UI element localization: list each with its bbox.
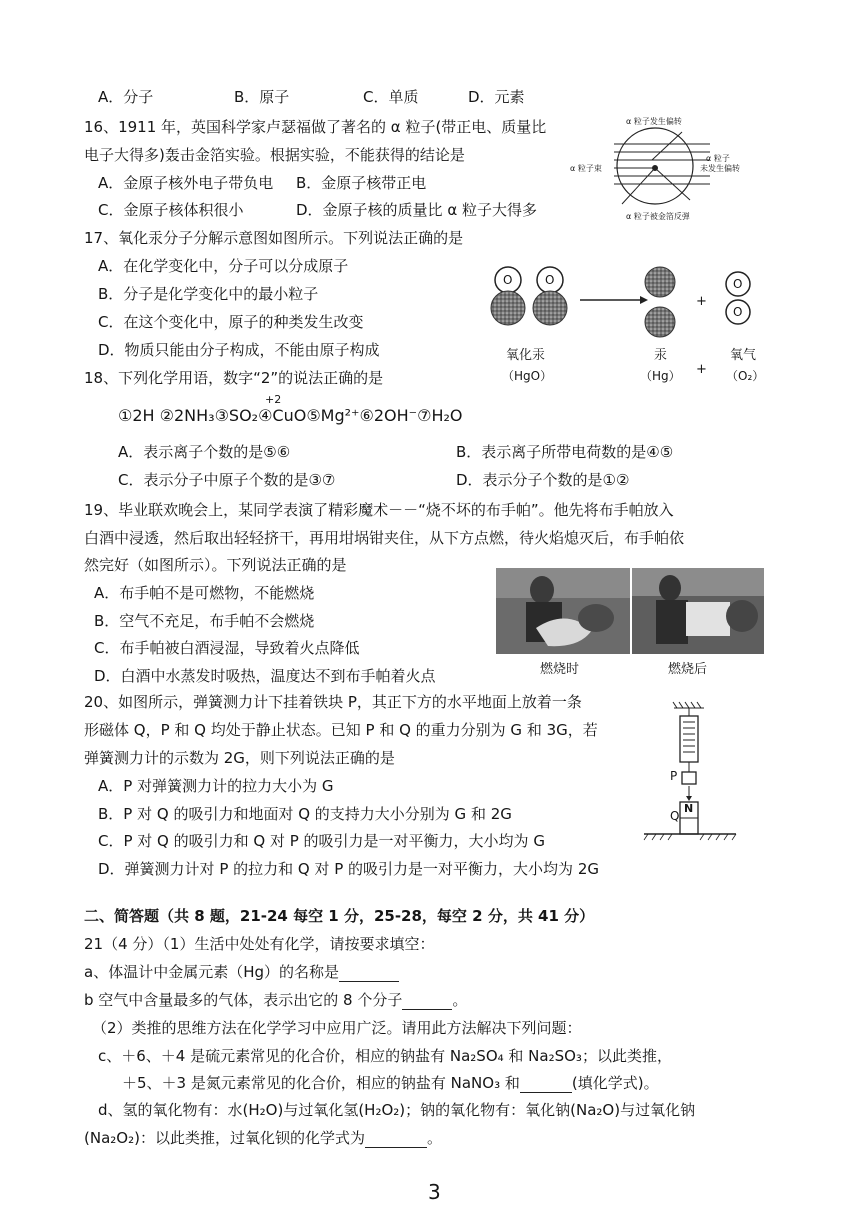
q19-stem-line2: 白酒中浸透，然后取出轻轻挤干，再用坩埚钳夹住，从下方点燃，待火焰熄灭后，布手帕依 [84, 529, 685, 547]
o2-name-label: 氧气 [730, 348, 757, 363]
q15-option-c: C．单质 [363, 88, 419, 106]
q16-option-a: A．金原子核外电子带负电 [98, 174, 274, 192]
o2-formula-label: （O₂） [726, 369, 765, 383]
magnet-fig-n-label: N [684, 802, 694, 815]
q18-option-c: C．表示分子中原子个数的是③⑦ [118, 471, 336, 489]
q17-option-a: A．在化学变化中，分子可以分成原子 [98, 257, 349, 275]
q16-option-c: C．金原子核体积很小 [98, 201, 244, 219]
q21-b-blank[interactable] [402, 995, 452, 1010]
q17-option-c: C．在这个变化中，原子的种类发生改变 [98, 313, 364, 331]
photo-caption-after: 燃烧后 [668, 662, 708, 677]
decomposition-plus: + [696, 294, 707, 309]
q21-c-text: ＋5、＋3 是氮元素常见的化合价，相应的钠盐有 NaNO₃ 和 [122, 1074, 520, 1092]
o2-atom-o-1: O [733, 277, 743, 291]
q17-option-b: B．分子是化学变化中的最小粒子 [98, 285, 319, 303]
hgo-atom-o-2: O [545, 273, 555, 287]
q18-formula-list: ①2H ②2NH₃③SO₂④CuO⑤Mg²⁺⑥2OH⁻⑦H₂O [118, 406, 463, 425]
q21-b-text: b 空气中含量最多的气体，表示出它的 8 个分子 [84, 991, 403, 1009]
q16-stem-line1: 16、1911 年，英国科学家卢瑟福做了著名的 α 粒子(带正电、质量比 [84, 118, 547, 136]
q21-d-blank[interactable] [365, 1133, 427, 1148]
alpha-fig-right-label-1: α 粒子 [706, 154, 730, 163]
magnet-fig-q-label: Q [670, 809, 680, 823]
q21-intro: 21（4 分）（1）生活中处处有化学，请按要求填空： [84, 935, 435, 953]
q17-option-d: D．物质只能由分子构成，不能由原子构成 [98, 341, 380, 359]
q18-option-d: D．表示分子个数的是①② [456, 471, 630, 489]
alpha-fig-right-label-2: 未发生偏转 [700, 164, 740, 173]
q21-part2: （2）类推的思维方法在化学学习中应用广泛。请用此方法解决下列问题： [92, 1019, 582, 1037]
q21-d-line1: d、氢的氧化物有：水(H₂O)与过氧化氢(H₂O₂)；钠的氧化物有：氧化钠(Na₂O)与过氧化钠 [98, 1101, 696, 1119]
q20-option-a: A．P 对弹簧测力计的拉力大小为 G [98, 777, 334, 795]
q21-b [84, 990, 467, 1010]
q21-c-line2 [122, 1073, 659, 1093]
q16-option-b: B．金原子核带正电 [296, 174, 427, 192]
hgo-decomposition-figure [486, 260, 766, 350]
alpha-fig-bottom-label: α 粒子被金箔反弹 [626, 212, 690, 221]
hg-name-label: 汞 [654, 348, 668, 363]
hgo-formula-label: （HgO） [502, 369, 553, 383]
after-burning-photo [632, 568, 764, 654]
q19-option-b: B．空气不充足，布手帕不会燃烧 [94, 612, 315, 630]
q19-option-d: D．白酒中水蒸发时吸热，温度达不到布手帕着火点 [94, 667, 436, 685]
spring-scale-magnet-figure [640, 700, 740, 842]
products-plus: + [696, 362, 707, 377]
cuo-valence: +2 [265, 393, 282, 406]
o2-atom-o-2: O [733, 305, 743, 319]
q20-stem-line3: 弹簧测力计的示数为 2G，则下列说法正确的是 [84, 749, 395, 767]
q15-option-a: A．分子 [98, 88, 154, 106]
q21-c-blank[interactable] [520, 1078, 572, 1093]
q15-option-d: D．元素 [468, 88, 525, 106]
q21-a-text: a、体温计中金属元素（Hg）的名称是 [84, 963, 339, 981]
q18-stem: 18、下列化学用语，数字“2”的说法正确的是 [84, 369, 384, 387]
q21-c-line1: c、＋6、＋4 是硫元素常见的化合价，相应的钠盐有 Na₂SO₄ 和 Na₂SO₃；以此类推， [98, 1047, 672, 1065]
alpha-fig-left-label: α 粒子束 [570, 164, 602, 173]
q20-option-b: B．P 对 Q 的吸引力和地面对 Q 的支持力大小分别为 G 和 2G [98, 805, 512, 823]
q20-option-c: C．P 对 Q 的吸引力和 Q 对 P 的吸引力是一对平衡力，大小均为 G [98, 832, 545, 850]
q21-c-end: (填化学式)。 [571, 1074, 659, 1092]
magnet-fig-p-label: P [670, 769, 678, 783]
alpha-fig-top-label: α 粒子发生偏转 [626, 117, 682, 126]
hgo-atom-o-1: O [503, 273, 513, 287]
hgo-name-label: 氧化汞 [506, 348, 546, 363]
q21-d-end: 。 [426, 1129, 442, 1147]
q19-stem-line1: 19、毕业联欢晚会上，某同学表演了精彩魔术－－“烧不坏的布手帕”。他先将布手帕放入 [84, 501, 674, 519]
q17-stem: 17、氧化汞分子分解示意图如图所示。下列说法正确的是 [84, 229, 464, 247]
q16-stem-line2: 电子大得多)轰击金箔实验。根据实验，不能获得的结论是 [84, 146, 465, 164]
q18-option-b: B．表示离子所带电荷数的是④⑤ [456, 443, 674, 461]
q21-b-end: 。 [452, 991, 468, 1009]
q19-option-c: C．布手帕被白酒浸湿，导致着火点降低 [94, 639, 360, 657]
q21-a-blank[interactable] [339, 967, 399, 982]
page-number: 3 [428, 1180, 441, 1204]
q19-option-a: A．布手帕不是可燃物，不能燃烧 [94, 584, 315, 602]
q18-option-a: A．表示离子个数的是⑤⑥ [118, 443, 291, 461]
q21-a [84, 962, 399, 982]
photo-caption-burning: 燃烧时 [540, 662, 580, 677]
q15-option-b: B．原子 [234, 88, 290, 106]
q20-stem-line2: 形磁体 Q，P 和 Q 均处于静止状态。已知 P 和 Q 的重力分别为 G 和 3G，若 [84, 721, 598, 739]
hg-formula-label: （Hg） [640, 369, 681, 383]
q21-d-text: (Na₂O₂)：以此类推，过氧化钡的化学式为 [84, 1129, 365, 1147]
q21-d-line2 [84, 1128, 442, 1148]
q20-option-d: D．弹簧测力计对 P 的拉力和 Q 对 P 的吸引力是一对平衡力，大小均为 2G [98, 860, 599, 878]
burning-handkerchief-photo [496, 568, 630, 654]
q20-stem-line1: 20、如图所示，弹簧测力计下挂着铁块 P，其正下方的水平地面上放着一条 [84, 693, 582, 711]
q19-stem-line3: 然完好（如图所示）。下列说法正确的是 [84, 556, 347, 574]
section2-heading: 二、简答题（共 8 题，21-24 每空 1 分，25-28，每空 2 分，共 41 分） [84, 907, 595, 925]
q16-option-d: D．金原子核的质量比 α 粒子大得多 [296, 201, 537, 219]
